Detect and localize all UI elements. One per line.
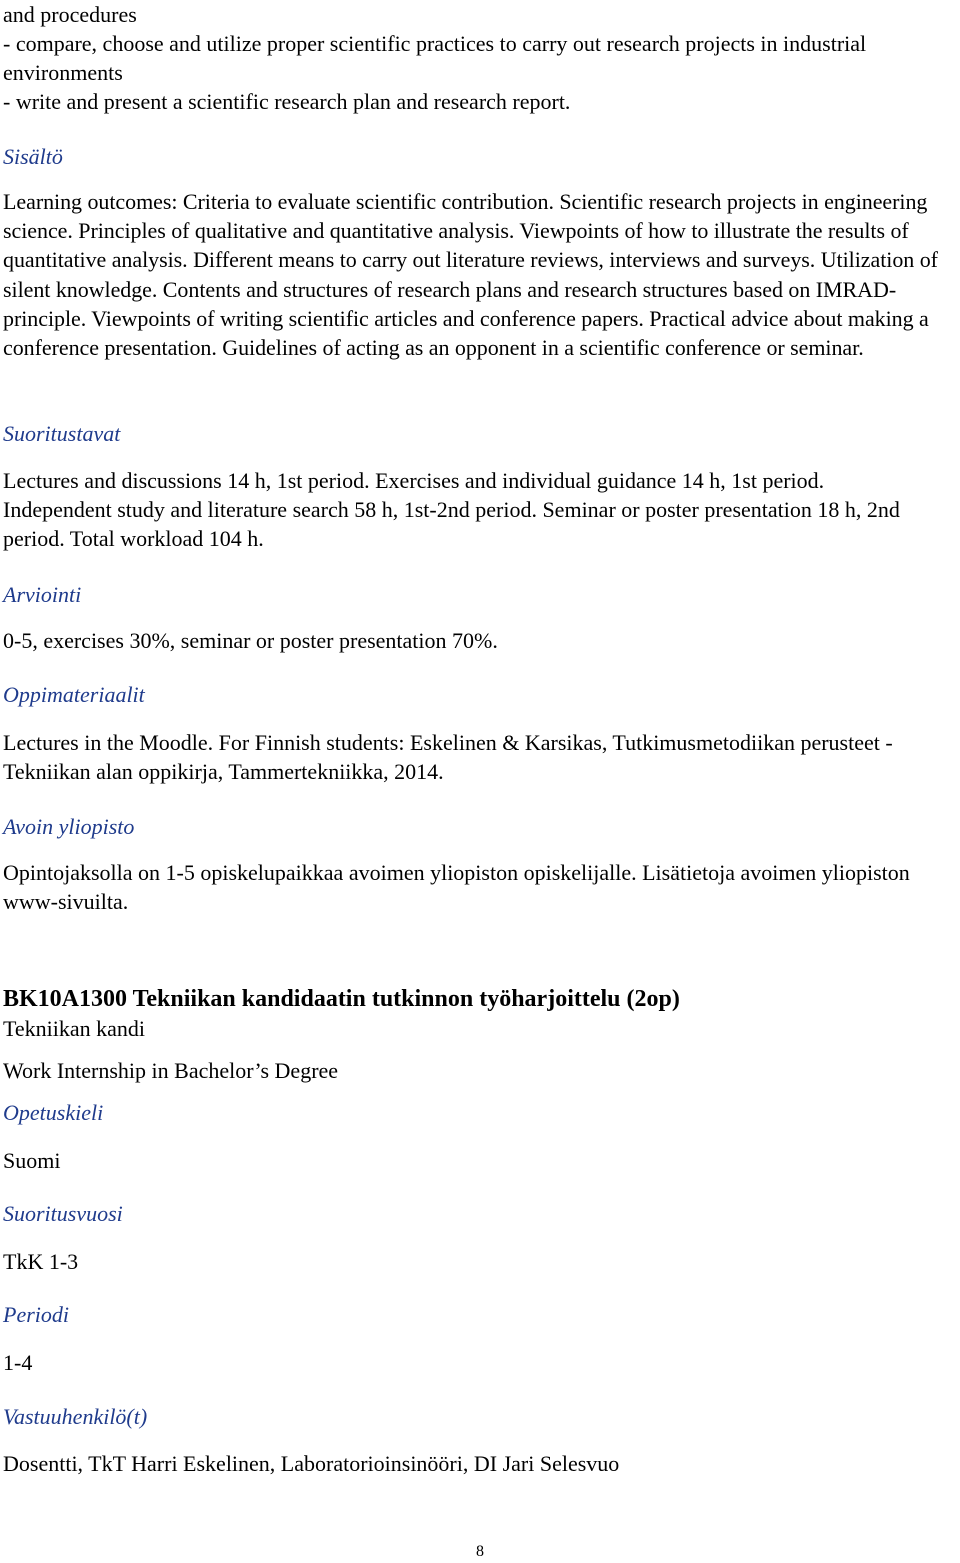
section-heading-sisalto: Sisältö: [3, 144, 63, 169]
section-body-opetuskieli: Suomi: [3, 1148, 61, 1173]
section-body-arviointi: 0-5, exercises 30%, seminar or poster presentation 70%.: [3, 628, 498, 653]
section-heading-avoin-yliopisto: Avoin yliopisto: [3, 814, 135, 839]
section-body-sisalto: Learning outcomes: Criteria to evaluate scientific contribution. Scientific research projects in engineering science. Principles of qualitative and quantitative analysis. Viewpoints of how to illustrate the results of quantitative analysis. Different means to carry out literature reviews, interviews and surveys. Utilization of silent knowledge. Contents and structures of research plans and research structures based on IMRAD-principle. Viewpoints of writing scientific articles and conference papers. Practical advice about making a conference presentation. Guidelines of acting as an opponent in a scientific conference or seminar.: [3, 189, 938, 361]
section-body-oppimateriaalit: Lectures in the Moodle. For Finnish students: Eskelinen & Karsikas, Tutkimusmetodiikan perusteet - Tekniikan alan oppikirja, Tammertekniikka, 2014.: [3, 730, 893, 785]
course-english-name: Work Internship in Bachelor’s Degree: [3, 1058, 339, 1083]
section-body-vastuuhenkilo: Dosentti, TkT Harri Eskelinen, Laboratorioinsinööri, DI Jari Selesvuo: [3, 1451, 620, 1476]
section-body-suoritustavat: Lectures and discussions 14 h, 1st period. Exercises and individual guidance 14 h, 1st period. Independent study and literature search 58 h, 1st-2nd period. Seminar or poster presentation 18 h, 2nd period. Total workload 104 h.: [3, 468, 900, 552]
intro-line-1: and procedures: [3, 2, 137, 27]
section-heading-suoritusvuosi: Suoritusvuosi: [3, 1201, 123, 1226]
section-heading-opetuskieli: Opetuskieli: [3, 1100, 104, 1125]
page-number: 8: [476, 1543, 484, 1560]
section-body-suoritusvuosi: TkK 1-3: [3, 1249, 79, 1274]
section-heading-vastuuhenkilo: Vastuuhenkilö(t): [3, 1404, 148, 1429]
section-body-periodi: 1-4: [3, 1350, 33, 1375]
intro-line-3: - write and present a scientific research plan and research report.: [3, 89, 571, 114]
section-heading-periodi: Periodi: [3, 1302, 69, 1327]
section-heading-oppimateriaalit: Oppimateriaalit: [3, 682, 145, 707]
intro-line-2: - compare, choose and utilize proper scientific practices to carry out research projects in industrial environments: [3, 31, 867, 86]
section-body-avoin-yliopisto: Opintojaksolla on 1-5 opiskelupaikkaa avoimen yliopiston opiskelijalle. Lisätietoja avoimen yliopiston www-sivuilta.: [3, 860, 910, 915]
section-heading-arviointi: Arviointi: [3, 582, 82, 607]
section-heading-suoritustavat: Suoritustavat: [3, 421, 121, 446]
course-subtitle: Tekniikan kandi: [3, 1016, 146, 1041]
course-title: BK10A1300 Tekniikan kandidaatin tutkinnon työharjoittelu (2op): [3, 986, 680, 1012]
